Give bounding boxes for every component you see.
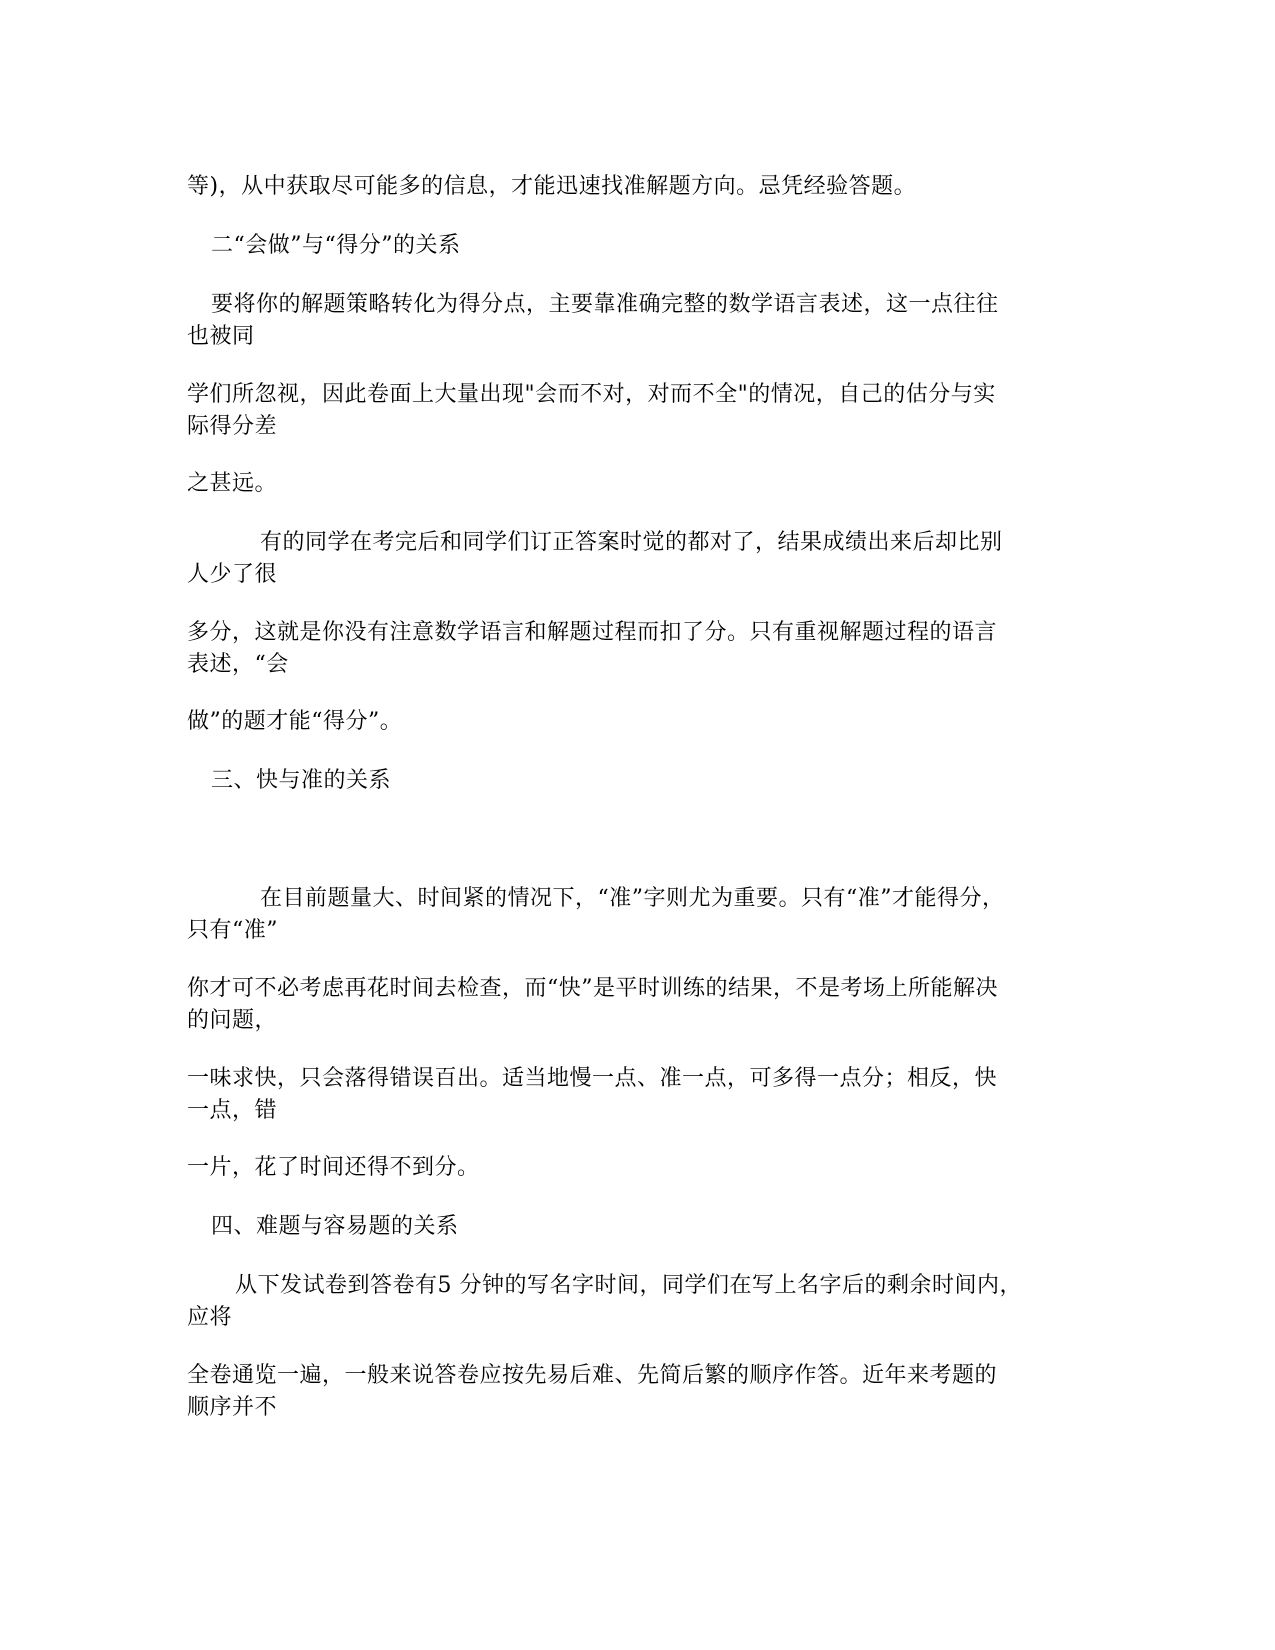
paragraph-line: 做”的题才能“得分”。 [187, 709, 403, 734]
paragraph-line: 表述，“会 [187, 652, 289, 677]
paragraph-line: 要将你的解题策略转化为得分点，主要靠准确完整的数学语言表述，这一点往往 [211, 292, 999, 317]
section-heading: 二“会做”与“得分”的关系 [211, 233, 461, 258]
paragraph-line: 际得分差 [187, 414, 278, 439]
paragraph-line: 在目前题量大、时间紧的情况下，“准”字则尤为重要。只有“准”才能得分， [260, 886, 1005, 911]
paragraph-line: 学们所忽视，因此卷面上大量出现"会而不对，对而不全"的情况，自己的估分与实 [187, 382, 996, 407]
paragraph-line: 顺序并不 [187, 1395, 278, 1420]
paragraph-line: 全卷通览一遍，一般来说答卷应按先易后难、先简后繁的顺序作答。近年来考题的 [187, 1363, 998, 1388]
paragraph-line: 等)，从中获取尽可能多的信息，才能迅速找准解题方向。忌凭经验答题。 [187, 174, 917, 199]
paragraph-line: 一点，错 [187, 1098, 278, 1123]
paragraph-line: 多分，这就是你没有注意数学语言和解题过程而扣了分。只有重视解题过程的语言 [187, 620, 998, 645]
section-heading: 三、快与准的关系 [211, 768, 392, 793]
paragraph-line: 也被同 [187, 324, 255, 349]
paragraph-line: 一片，花了时间还得不到分。 [187, 1155, 480, 1180]
paragraph-line: 一味求快，只会落得错误百出。适当地慢一点、准一点，可多得一点分；相反，快 [187, 1066, 998, 1091]
paragraph-line: 应将 [187, 1305, 233, 1330]
paragraph-line: 有的同学在考完后和同学们订正答案时觉的都对了，结果成绩出来后却比别 [260, 530, 1003, 555]
paragraph-line: 从下发试卷到答卷有5 分钟的写名字时间，同学们在写上名字后的剩余时间内， [235, 1273, 1022, 1298]
paragraph-line: 人少了很 [187, 562, 278, 587]
paragraph-line: 只有“准” [187, 918, 278, 943]
section-heading: 四、难题与容易题的关系 [211, 1214, 459, 1239]
paragraph-line: 的问题， [187, 1008, 278, 1033]
paragraph-line: 之甚远。 [187, 471, 278, 496]
paragraph-line: 你才可不必考虑再花时间去检查，而“快”是平时训练的结果，不是考场上所能解决 [187, 976, 998, 1001]
